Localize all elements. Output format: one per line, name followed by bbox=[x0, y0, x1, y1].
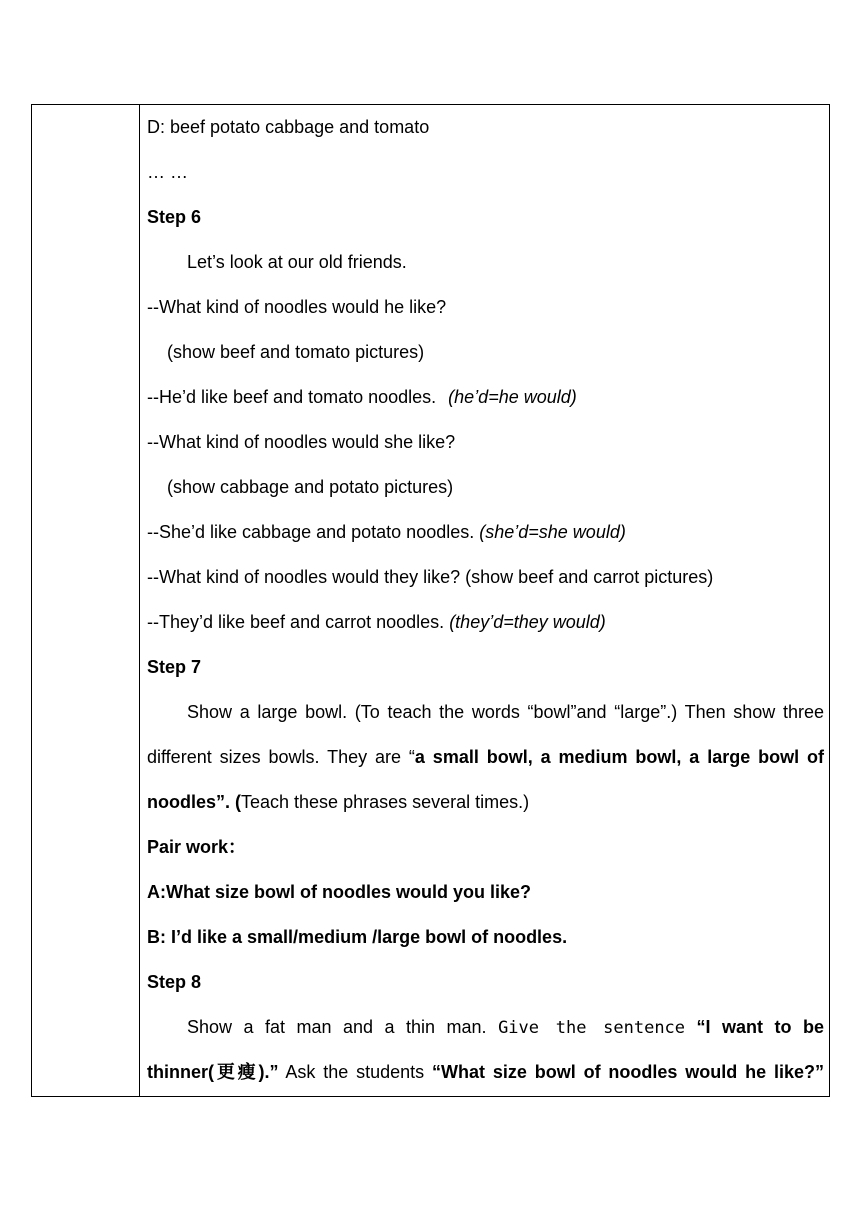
answer-she-note: (she’d=she would) bbox=[479, 522, 626, 542]
answer-she-text: --She’d like cabbage and potato noodles. bbox=[147, 522, 475, 542]
answer-they-note: (they’d=they would) bbox=[449, 612, 606, 632]
step-7-line-2-plain: different sizes bowls. They are “ bbox=[147, 747, 415, 767]
option-d-line: D: beef potato cabbage and tomato bbox=[147, 117, 430, 137]
answer-she-line bbox=[147, 510, 824, 555]
step-7-line-3-bold: noodles”. ( bbox=[147, 792, 241, 812]
look-friends-line: Let’s look at our old friends. bbox=[187, 252, 407, 272]
step-8-heading: Step 8 bbox=[147, 972, 202, 992]
answer-he-text: --He’d like beef and tomato noodles. bbox=[147, 387, 437, 407]
step-8-line-1-plain: Show a fat man and a thin man. bbox=[187, 1017, 487, 1037]
lesson-content-cell bbox=[147, 105, 824, 1095]
step-8-line-2-plain: Ask the students bbox=[285, 1062, 425, 1082]
answer-he-note: (he’d=he would) bbox=[448, 387, 577, 407]
question-they-line: --What kind of noodles would they like? (show beef and carrot pictures) bbox=[147, 567, 714, 587]
step-6-heading: Step 6 bbox=[147, 207, 202, 227]
answer-he-line bbox=[147, 375, 824, 420]
step-7-heading: Step 7 bbox=[147, 657, 202, 677]
show-cabbage-potato-line: (show cabbage and potato pictures) bbox=[167, 477, 454, 497]
answer-they-text: --They’d like beef and carrot noodles. bbox=[147, 612, 445, 632]
step-7-line-1: Show a large bowl. (To teach the words “bowl”and “large”.) Then show three bbox=[187, 702, 824, 722]
question-he-line: --What kind of noodles would he like? bbox=[147, 297, 447, 317]
question-she-line: --What kind of noodles would she like? bbox=[147, 432, 456, 452]
answer-they-line bbox=[147, 600, 824, 645]
step-7-line-3-plain: Teach these phrases several times.) bbox=[241, 792, 530, 812]
step-8-line-1-mono: Give the sentence bbox=[498, 1018, 686, 1038]
step-8-line-2-bold: thinner(更瘦).” bbox=[147, 1062, 279, 1082]
step-8-line-2-bold-2: “What size bowl of noodles would he like?” bbox=[432, 1062, 824, 1082]
pair-work-a-line: A:What size bowl of noodles would you like? bbox=[147, 882, 532, 902]
step-7-line-3 bbox=[147, 780, 824, 825]
table-column-divider bbox=[139, 104, 140, 1097]
step-7-line-2 bbox=[147, 735, 824, 780]
show-beef-tomato-line: (show beef and tomato pictures) bbox=[167, 342, 425, 362]
pair-work-b-line: B: I’d like a small/medium /large bowl of noodles. bbox=[147, 927, 568, 947]
pair-work-heading: Pair work： bbox=[147, 837, 247, 857]
step-8-line-2 bbox=[147, 1050, 824, 1095]
step-8-line-1 bbox=[147, 1005, 824, 1050]
step-8-line-1-bold: “I want to be bbox=[696, 1017, 824, 1037]
step-7-line-2-bold: a small bowl, a medium bowl, a large bowl of bbox=[414, 747, 824, 767]
ellipsis-line: … … bbox=[147, 162, 189, 182]
